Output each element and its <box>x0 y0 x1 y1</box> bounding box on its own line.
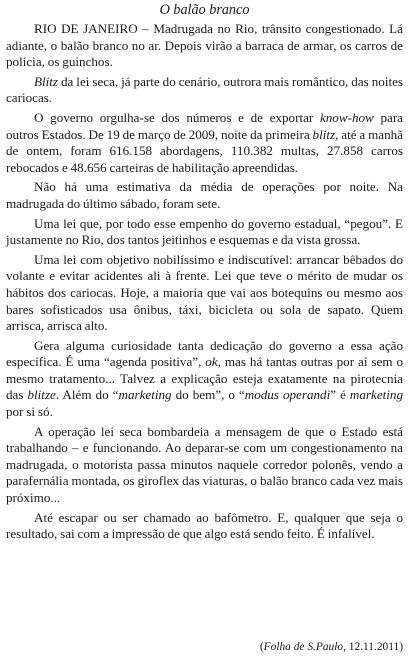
text-run: Uma lei que, por todo esse empenho do governo estadual, “pegou”. E justamente no Rio, dos tantos jeitinhos e esquemas e da vista grossa. <box>6 215 403 248</box>
article-source <box>260 640 403 654</box>
paragraph-6 <box>6 252 403 335</box>
text-run: RIO DE JANEIRO – Madrugada no Rio, trânsito congestionado. Lá adiante, o balão branco no ar. Depois virão a barraca de armar, os carros de polícia, os guinchos. <box>6 21 403 70</box>
text-run: A operação lei seca bombardeia a mensagem de que o Estado está trabalhando – e funcionando. Ao deparar-se com um congestionamento na madrugada, o motorista passa minutos naquele corredor polonês, vendo a parafernália montada, os giroflex das viaturas, o balão branco cada vez mais próximo... <box>6 423 403 506</box>
italic-term: marketing <box>118 387 172 403</box>
text-run: ” é <box>330 387 350 403</box>
italic-term: ok <box>205 354 218 370</box>
paragraph-9 <box>6 510 403 543</box>
paragraph-2 <box>6 74 403 107</box>
article-title: O balão branco <box>159 2 250 18</box>
paragraph-1 <box>6 21 403 71</box>
paragraph-5 <box>6 216 403 249</box>
italic-term: know-how <box>319 109 374 125</box>
italic-term: blitze <box>27 387 56 403</box>
paragraph-4 <box>6 179 403 212</box>
italic-term: marketing <box>349 387 404 403</box>
source-date: , 12.11.2011) <box>343 641 403 653</box>
article-body <box>6 21 403 543</box>
text-run: do bem”, o “ <box>171 387 245 403</box>
text-run: Gera alguma curiosidade tanta dedicação do governo a essa ação específica. É uma “agenda positiva”, <box>6 337 403 370</box>
text-run: , mas há tantas outras por aí sem o mesmo tratamento... Talvez a explicação esteja exatamente na pirotecnia das <box>6 354 403 403</box>
text-run: por si só. <box>6 404 53 420</box>
text-run: O governo orgulha-se dos números e de exportar <box>34 109 320 125</box>
text-run: da lei seca, já parte do cenário, outrora mais romântico, das noites cariocas. <box>6 73 403 106</box>
text-run: . Além do “ <box>55 387 119 403</box>
paragraph-3 <box>6 110 403 176</box>
text-run: Uma lei com objetivo nobilíssimo e indiscutível: arrancar bêbados do volante e evitar acidentes ali à frente. Lei que teve o mérito de mudar os hábitos dos cariocas. Hoje, a maioria que vai aos botequins ou mesmo aos bares sofisticados usa ônibus, táxi, bicicleta ou sola de sapato. Quem arrisca, arrisca alto. <box>6 251 403 334</box>
text-run: Não há uma estimativa da média de operações por noite. Na madrugada do último sábado, foram sete. <box>6 179 403 211</box>
source-open: ( <box>259 641 264 653</box>
italic-term: modus operandi <box>244 387 331 403</box>
paragraph-7 <box>6 338 403 421</box>
paragraph-8 <box>6 424 403 507</box>
text-run: para outros Estados. De 19 de março de 2009, noite da primeira <box>6 109 403 142</box>
italic-term: Blitz <box>34 73 59 89</box>
source-name: Folha de S.Paulo <box>263 641 344 653</box>
text-run: Até escapar ou ser chamado ao bafômetro. E, qualquer que seja o resultado, sai com a impressão de que algo está sendo feito. É infalível. <box>6 509 403 542</box>
text-run: , até a manhã de ontem, foram 616.158 abordagens, 110.382 multas, 27.858 carros rebocados e 48.656 carteiras de habilitação apreendidas. <box>6 126 403 175</box>
italic-term: blitz <box>312 126 336 142</box>
